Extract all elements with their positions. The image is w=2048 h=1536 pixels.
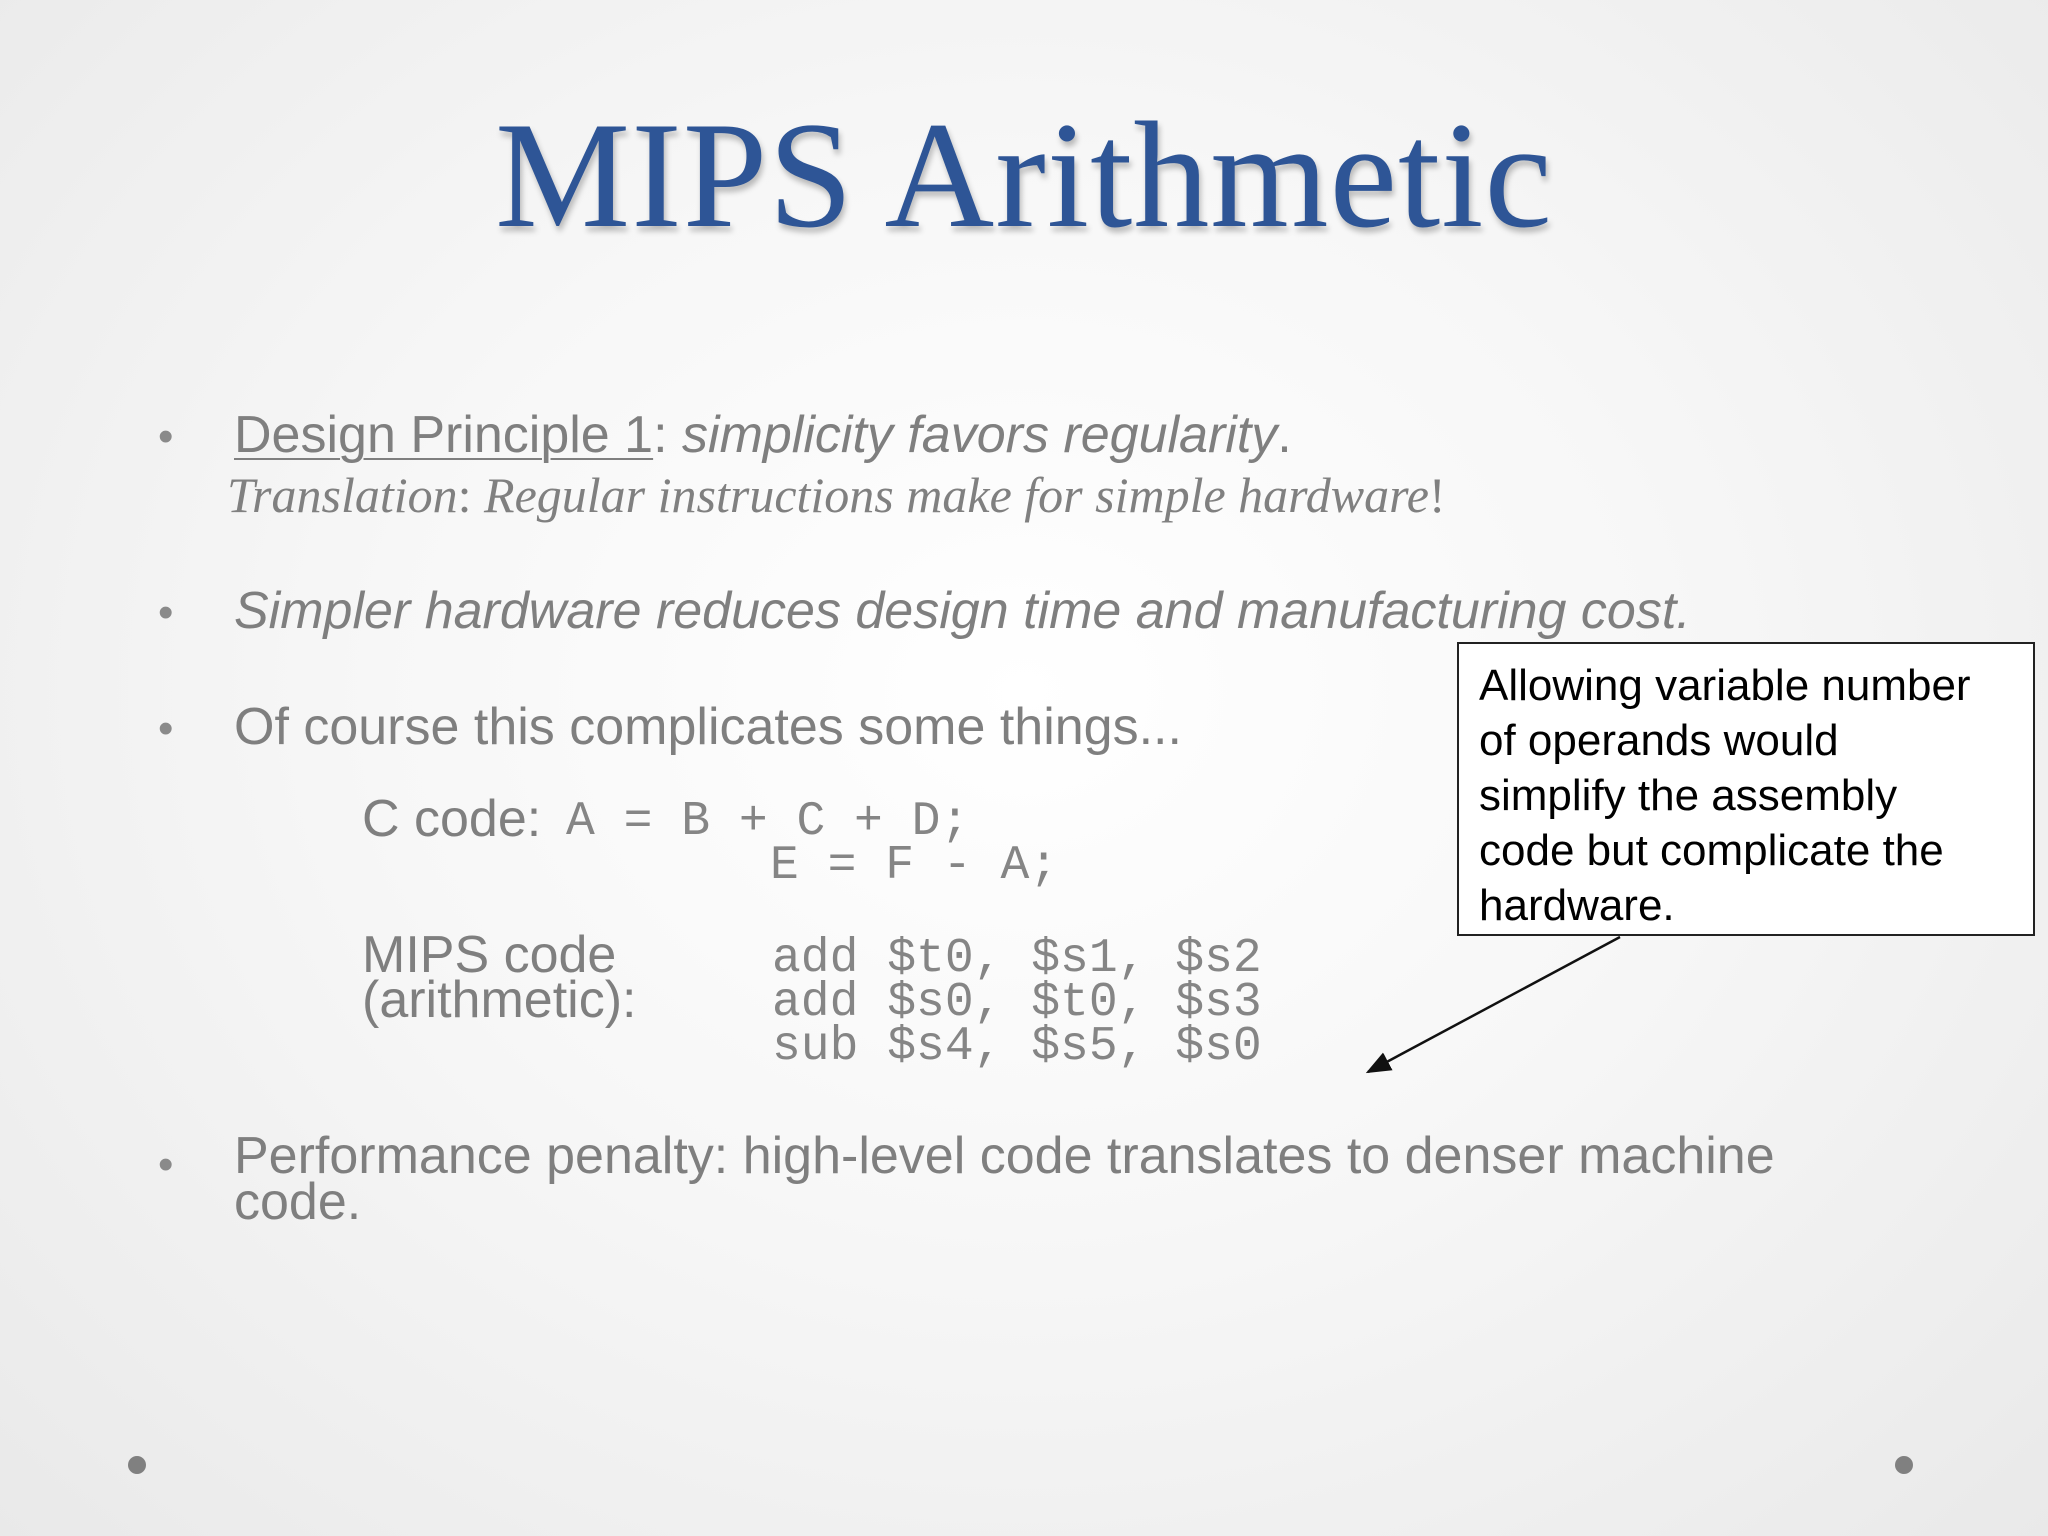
mips-line-1: add $t0, $s1, $s2	[772, 932, 1262, 986]
callout-line: hardware.	[1479, 881, 1675, 930]
performance-penalty-line-1: Performance penalty: high-level code translates to denser machine	[234, 1127, 1775, 1185]
design-principle-colon: :	[653, 406, 683, 464]
bullet-marker: •	[158, 1140, 174, 1189]
design-principle-label: Design Principle 1	[234, 406, 654, 464]
translation-label: Translation	[227, 467, 458, 523]
bullet-marker: •	[158, 588, 174, 637]
decorative-dot-right	[1895, 1456, 1913, 1474]
mips-code-label-sub: (arithmetic):	[362, 971, 637, 1029]
callout-line: of operands would	[1479, 716, 1839, 765]
decorative-dot-left	[128, 1456, 146, 1474]
translation-colon: :	[457, 467, 485, 523]
c-code-line-1: A = B + C + D;	[566, 795, 970, 849]
simpler-hardware-line: Simpler hardware reduces design time and manufacturing cost.	[234, 582, 1691, 640]
translation-text: Regular instructions make for simple hardware	[484, 467, 1429, 523]
design-principle-period: .	[1277, 406, 1292, 464]
complicates-line: Of course this complicates some things...	[234, 698, 1182, 756]
mips-line-3: sub $s4, $s5, $s0	[772, 1020, 1262, 1074]
translation-bang: !	[1428, 467, 1446, 523]
bullet-marker: •	[158, 704, 174, 753]
design-principle-text: simplicity favors regularity	[682, 406, 1278, 464]
arrow-line	[1368, 937, 1620, 1072]
performance-penalty-line-2: code.	[234, 1173, 362, 1231]
mips-line-2: add $s0, $t0, $s3	[772, 976, 1262, 1030]
c-code-line-2: E = F - A;	[770, 839, 1059, 893]
mips-code-label: MIPS code	[362, 926, 617, 984]
bullet-marker: •	[158, 412, 174, 461]
slide-title: MIPS Arithmetic	[495, 91, 1553, 259]
c-code-label: C code:	[362, 790, 542, 848]
callout-line: Allowing variable number	[1479, 661, 1971, 710]
callout-line: code but complicate the	[1479, 826, 1944, 875]
callout-line: simplify the assembly	[1479, 771, 1898, 820]
